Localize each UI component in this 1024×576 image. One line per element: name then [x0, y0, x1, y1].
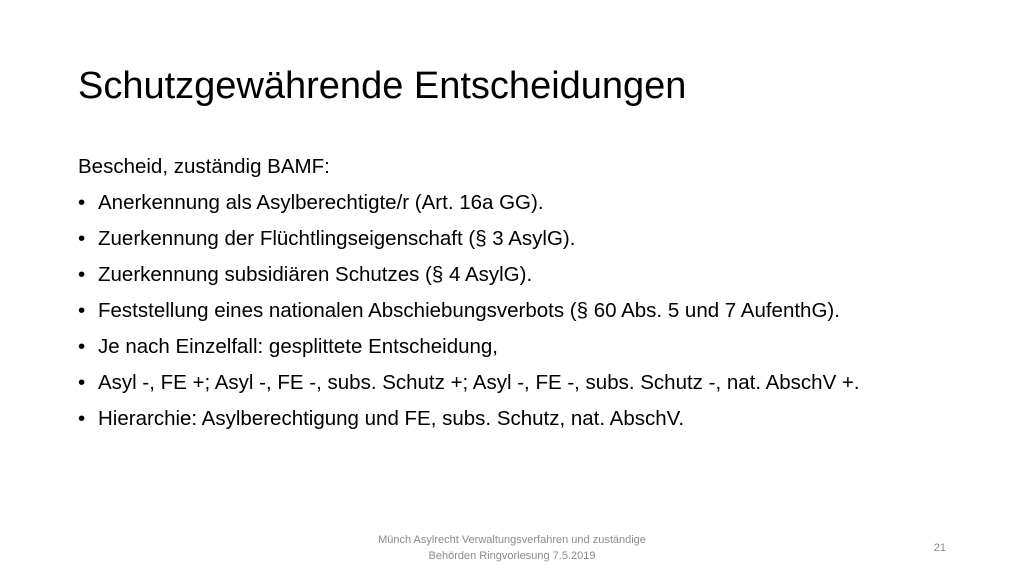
bullet-icon: •	[78, 263, 86, 286]
bullet-text: Anerkennung als Asylberechtigte/r (Art. 16a GG).	[98, 191, 544, 214]
bullet-text: Hierarchie: Asylberechtigung und FE, subs. Schutz, nat. AbschV.	[98, 407, 685, 430]
slide-footer	[340, 532, 684, 564]
bullet-text: Feststellung eines nationalen Abschiebungsverbots (§ 60 Abs. 5 und 7 AufenthG).	[98, 299, 840, 322]
bullet-text: Je nach Einzelfall: gesplittete Entscheidung,	[98, 335, 499, 358]
footer-line: Behörden Ringvorlesung 7.5.2019	[428, 550, 596, 562]
bullet-icon: •	[78, 407, 86, 430]
list-item	[78, 298, 938, 324]
intro-text: Bescheid, zuständig BAMF:	[78, 155, 330, 178]
bullet-icon: •	[78, 371, 86, 394]
footer-line: Münch Asylrecht Verwaltungsverfahren und zuständige	[378, 534, 646, 546]
bullet-icon: •	[78, 227, 86, 250]
slide-title: Schutzgewährende Entscheidungen	[78, 65, 687, 107]
list-item	[78, 262, 938, 288]
bullet-icon: •	[78, 191, 86, 214]
bullet-list	[78, 190, 938, 432]
slide-content	[78, 154, 938, 442]
list-item	[78, 226, 938, 252]
bullet-text: Zuerkennung subsidiären Schutzes (§ 4 AsylG).	[98, 263, 533, 286]
page-number: 21	[933, 542, 946, 554]
list-item	[78, 334, 938, 360]
list-item	[78, 406, 938, 432]
list-item	[78, 370, 938, 396]
bullet-text: Asyl -, FE +; Asyl -, FE -, subs. Schutz +; Asyl -, FE -, subs. Schutz -, nat. AbschV +.	[98, 371, 860, 394]
bullet-icon: •	[78, 335, 86, 358]
bullet-text: Zuerkennung der Flüchtlingseigenschaft (§ 3 AsylG).	[98, 227, 576, 250]
bullet-icon: •	[78, 299, 86, 322]
list-item	[78, 190, 938, 216]
